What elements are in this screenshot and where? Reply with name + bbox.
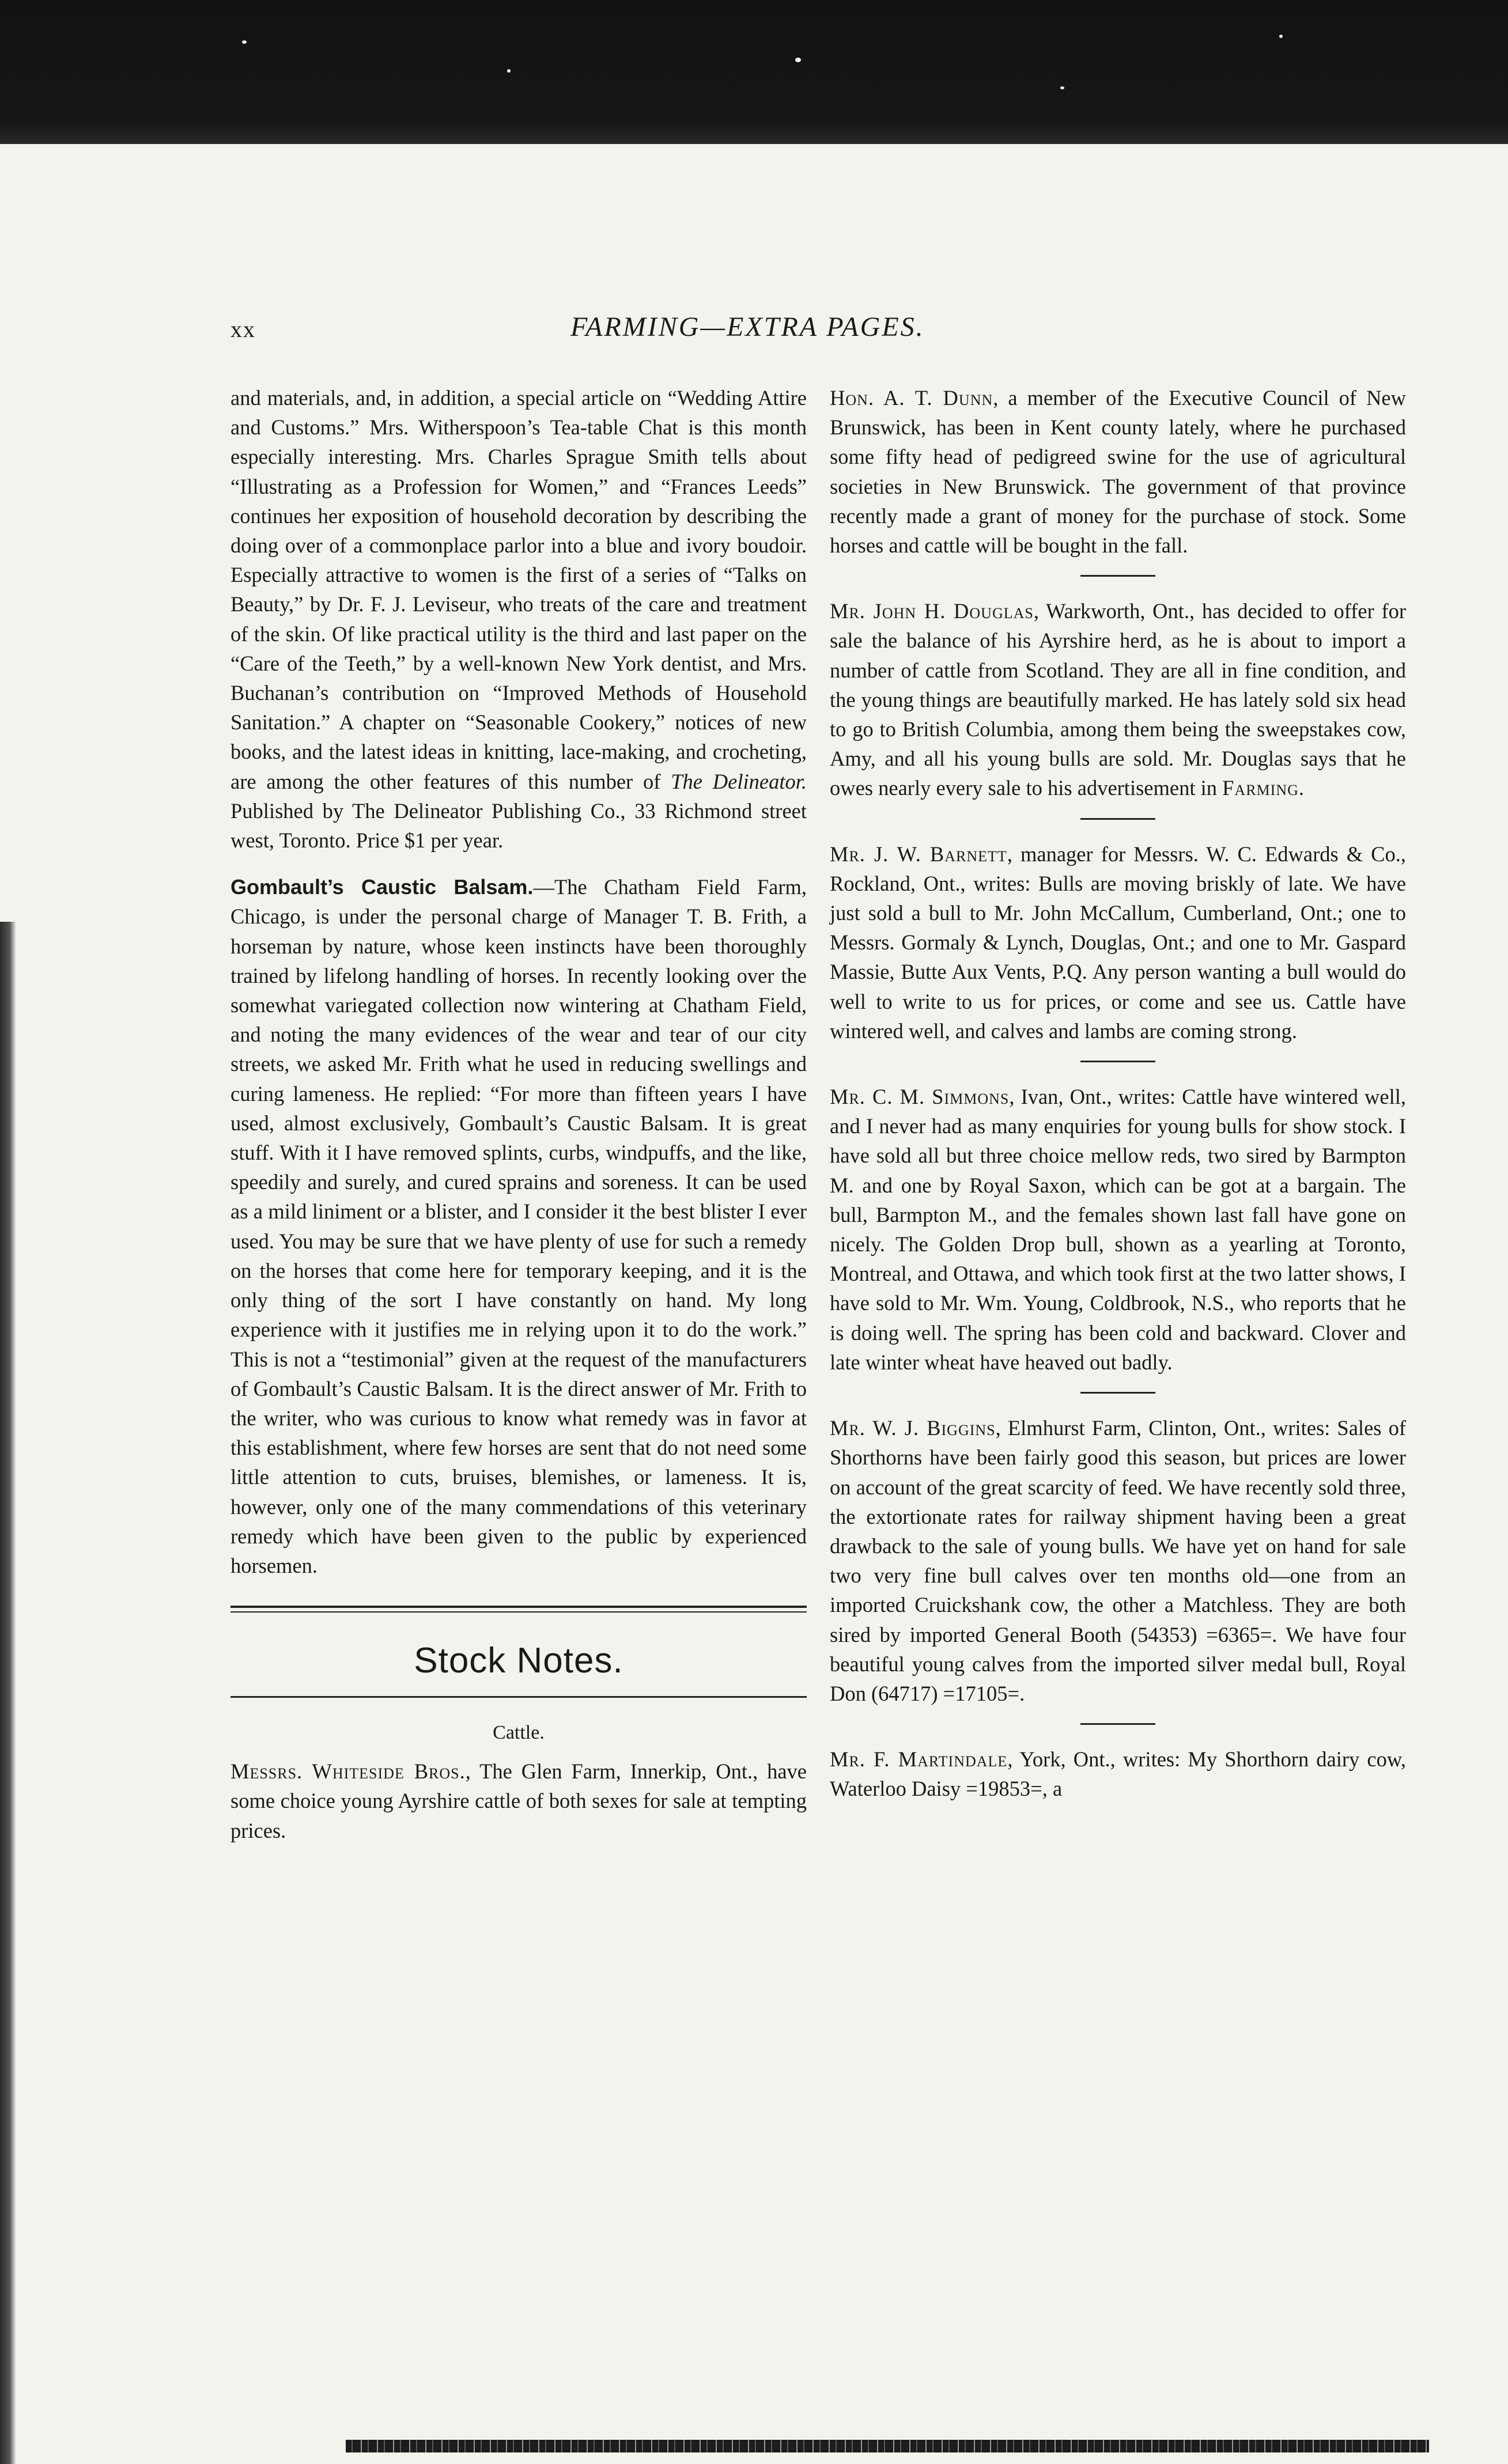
note-lead: Mr. F. Martindale bbox=[830, 1747, 1008, 1772]
note-divider bbox=[1080, 1061, 1155, 1062]
stock-note-barnett bbox=[830, 839, 1406, 1046]
page-number: xx bbox=[230, 316, 256, 342]
cattle-heading: Cattle. bbox=[493, 1722, 545, 1744]
stock-note-dunn bbox=[830, 383, 1406, 560]
note-divider bbox=[1080, 1392, 1155, 1394]
whiteside-note bbox=[230, 1757, 807, 1845]
delineator-publisher: Published by The Delineator Publishing Co., 33 Richmond street west, Toronto. Price $1 per year. bbox=[230, 798, 807, 853]
left-column bbox=[230, 383, 807, 1857]
note-text: , manager for Messrs. W. C. Edwards & Co., Rockland, Ont., writes: Bulls are moving briskly of late. We have just sold a bull to Mr. John McCallum, Cumberland, Ont.; one to Messrs. Gormaly & Lynch, Douglas, Ont.; and one to Mr. Gaspard Massie, Butte Aux Vents, P.Q. Any person wanting a bull would do well to write to us for prices, or come and see us. Cattle have wintered well, and calves and lambs are coming strong. bbox=[830, 842, 1407, 1043]
note-lead: Mr. W. J. Biggins bbox=[830, 1416, 996, 1440]
note-lead: Mr. J. W. Barnett bbox=[830, 842, 1007, 866]
note-text: , York, Ont., writes: My Shorthorn dairy cow, Waterloo Daisy =19853=, a bbox=[830, 1747, 1406, 1801]
note-text: , Elmhurst Farm, Clinton, Ont., writes: Sales of Shorthorns have been fairly good this season, but prices are lower on account of the great scarcity of feed. We have recently sold three, the extortionate rates for railway shipment having been a great drawback to the sale of young bulls. We have yet on hand for sale two very fine bull calves over ten months old—one from an imported Cruickshank cow, the other a Matchless. They are both sired by imported General Booth (54353) =6365=. We have four beautiful young calves from the imported silver medal bull, Royal Don (64717) =17105=. bbox=[830, 1416, 1406, 1705]
stock-notes-rule bbox=[230, 1696, 807, 1698]
delineator-paragraph bbox=[230, 383, 807, 855]
delineator-text: and materials, and, in addition, a special article on “Wedding Attire and Customs.” Mrs. Witherspoon’s Tea-table Chat is this month especially interesting. Mrs. Charles Sprague Smith tells about “Illustrating as a Profession for Women,” and “Frances Leeds” continues her exposition of household decoration by describing the doing over of a commonplace parlor into a blue and ivory boudoir. Especially attractive to women is the first of a series of “Talks on Beauty,” by Dr. F. J. Leviseur, who treats of the care and treatment of the skin. Of like practical utility is the third and last paper on the “Care of the Teeth,” by a well-known New York dentist, and Mrs. Buchanan’s contribution on “Improved Methods of Household Sanitation.” A chapter on “Seasonable Cookery,” notices of new books, and the latest ideas in knitting, lace-making, and crocheting, are among the other features of this number of bbox=[230, 386, 807, 793]
note-text: , Ivan, Ont., writes: Cattle have wintered well, and I never had as many enquiries for young bulls for show stock. I have sold all but three choice mellow reds, two sired by Barmpton M. and one by Royal Saxon, which can be got at a bargain. The bull, Barmpton M., and the females shown last fall have gone on nicely. The Golden Drop bull, shown as a yearling at Toronto, Montreal, and Ottawa, and which took first at the two latter shows, I have sold to Mr. Wm. Young, Coldbrook, N.S., who reports that he is doing well. The spring has been cold and backward. Clover and late winter wheat have heaved out badly. bbox=[830, 1085, 1406, 1374]
note-divider bbox=[1080, 818, 1155, 820]
note-farming-ref: Farming. bbox=[1222, 776, 1305, 800]
stock-note-douglas bbox=[830, 596, 1406, 803]
gombault-paragraph bbox=[230, 872, 807, 1580]
section-divider bbox=[230, 1606, 807, 1613]
scan-top-border bbox=[0, 0, 1508, 144]
whiteside-text: , The Glen Farm, Innerkip, Ont., have some choice young Ayrshire cattle of both sexes for sale at tempting prices. bbox=[230, 1759, 807, 1842]
stock-note-biggins bbox=[830, 1413, 1406, 1708]
note-text: , a member of the Executive Council of New Brunswick, has been in Kent county lately, where he purchased some fifty head of pedigreed swine for the use of agricultural societies in New Brunswick. The government of that province recently made a grant of money for the purchase of stock. Some horses and cattle will be bought in the fall. bbox=[830, 386, 1406, 558]
note-text: , Warkworth, Ont., has decided to offer for sale the balance of his Ayrshire herd, as he is about to import a number of cattle from Scotland. They are all in fine condition, and the young things are beautifully marked. He has lately sold six head to go to British Columbia, among them being the sweepstakes cow, Amy, and all his young bulls are sold. Mr. Douglas says that he owes nearly every sale to his advertisement in bbox=[830, 599, 1407, 800]
stock-note-martindale bbox=[830, 1744, 1406, 1803]
whiteside-lead: Messrs. Whiteside Bros. bbox=[230, 1759, 466, 1784]
note-divider bbox=[1080, 1723, 1155, 1725]
running-head: FARMING—EXTRA PAGES. bbox=[570, 312, 925, 342]
scan-left-edge bbox=[0, 922, 16, 2464]
right-column bbox=[830, 383, 1406, 1815]
scan-bottom-edge bbox=[346, 2440, 1429, 2452]
note-lead: Mr. C. M. Simmons bbox=[830, 1085, 1010, 1109]
gombault-heading: Gombault’s Caustic Balsam. bbox=[230, 875, 534, 899]
note-lead: Mr. John H. Douglas bbox=[830, 599, 1034, 623]
note-lead: Hon. A. T. Dunn bbox=[830, 386, 993, 410]
gombault-text: —The Chatham Field Farm, Chicago, is under the personal charge of Manager T. B. Frith, a horseman by nature, whose keen instincts have been thoroughly trained by lifelong handling of horses. In recently looking over the somewhat variegated collection now wintering at Chatham Field, and noting the many evidences of the wear and tear of our city streets, we asked Mr. Frith what he used in reducing swellings and curing lameness. He replied: “For more than fifteen years I have used, almost exclusively, Gombault’s Caustic Balsam. It is great stuff. With it I have removed splints, curbs, windpuffs, and the like, speedily and surely, and cured sprains and soreness. It can be used as a mild liniment or a blister, and I consider it the best blister I ever used. You may be sure that we have plenty of use for such a remedy on the horses that come here for temporary keeping, and it is the only thing of the sort I have constantly on hand. My long experience with it justifies me in relying upon it to do the work.” This is not a “testimonial” given at the request of the manufacturers of Gombault’s Caustic Balsam. It is the direct answer of Mr. Frith to the writer, who was curious to know what remedy was in favor at this establishment, where few horses are sent that do not need some little attention to cuts, bruises, blemishes, or lameness. It is, however, only one of the many commendations of this veterinary remedy which have been given to the public by experienced horsemen. bbox=[230, 875, 807, 1577]
note-divider bbox=[1080, 575, 1155, 577]
delineator-title: The Delineator. bbox=[671, 769, 807, 793]
stock-notes-heading: Stock Notes. bbox=[414, 1641, 623, 1681]
stock-note-simmons bbox=[830, 1082, 1406, 1377]
